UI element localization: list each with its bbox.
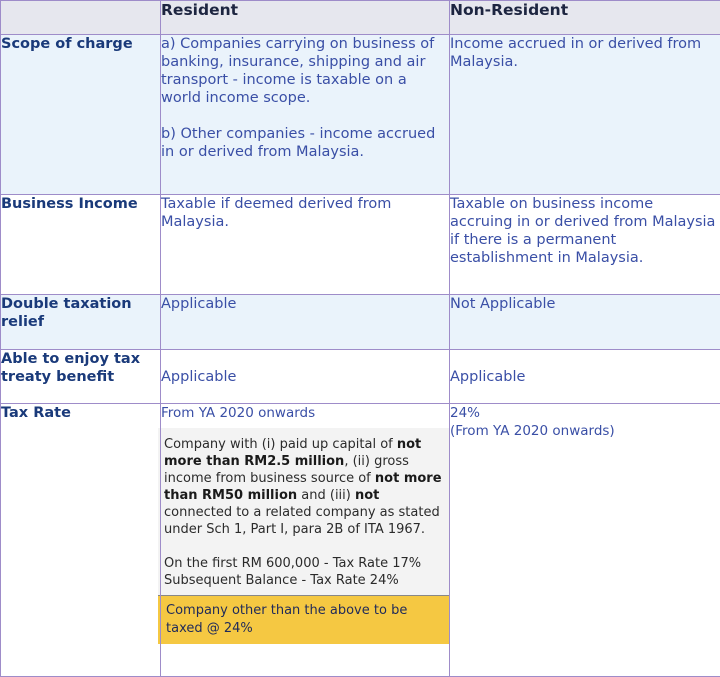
row-tax-rate: [1, 404, 720, 677]
non-resident-tax-rate: [450, 404, 720, 677]
non-resident-double-taxation: Not Applicable: [450, 295, 720, 350]
row-scope-of-charge: [1, 35, 720, 195]
header-blank-cell: [1, 1, 161, 35]
resident-tax-line-1: On the first RM 600,000 - Tax Rate 17%: [164, 556, 422, 571]
row-double-taxation: [1, 295, 720, 350]
label-tax-treaty: Able to enjoy tax treaty benefit: [1, 350, 161, 404]
resident-tax-rate: [161, 404, 450, 677]
resident-scope-b: b) Other companies - income accrued in or derived from Malaysia.: [161, 126, 436, 160]
non-resident-business-income: Taxable on business income accruing in or derived from Malaysia if there is a permanent establishment in Malaysia.: [450, 195, 720, 295]
resident-tax-heading: From YA 2020 onwards: [161, 405, 316, 421]
header-non-resident: Non-Resident: [450, 1, 720, 35]
header-row: [1, 1, 720, 35]
resident-business-income: Taxable if deemed derived from Malaysia.: [161, 195, 450, 295]
resident-tax-treaty: Applicable: [161, 350, 450, 404]
resident-scope-a: a) Companies carrying on business of banking, insurance, shipping and air transport - income is taxable on a world income scope.: [161, 36, 435, 106]
resident-tax-line-2: Subsequent Balance - Tax Rate 24%: [164, 573, 399, 588]
label-business-income: Business Income: [1, 195, 161, 295]
resident-tax-criteria: Company with (i) paid up capital of not more than RM2.5 million, (ii) gross income from business source of not more than RM50 million and (iii) not connected to a related company as stated under Sch 1, Part I, para 2B of ITA 1967.: [164, 437, 442, 537]
non-resident-scope-of-charge: Income accrued in or derived from Malaysia.: [450, 35, 720, 195]
row-tax-treaty: [1, 350, 720, 404]
resident-tax-conditions: [158, 428, 452, 596]
non-resident-tax-rate-note: (From YA 2020 onwards): [450, 423, 615, 439]
row-business-income: [1, 195, 720, 295]
label-tax-rate: Tax Rate: [1, 404, 161, 677]
non-resident-tax-treaty: Applicable: [450, 350, 720, 404]
resident-double-taxation: Applicable: [161, 295, 450, 350]
resident-tax-other-highlight: Company other than the above to be taxed @ 24%: [158, 596, 452, 644]
label-scope-of-charge: Scope of charge: [1, 35, 161, 195]
non-resident-tax-rate-value: 24%: [450, 405, 481, 421]
header-resident: Resident: [161, 1, 450, 35]
label-double-taxation: Double taxation relief: [1, 295, 161, 350]
resident-scope-of-charge: [161, 35, 450, 195]
